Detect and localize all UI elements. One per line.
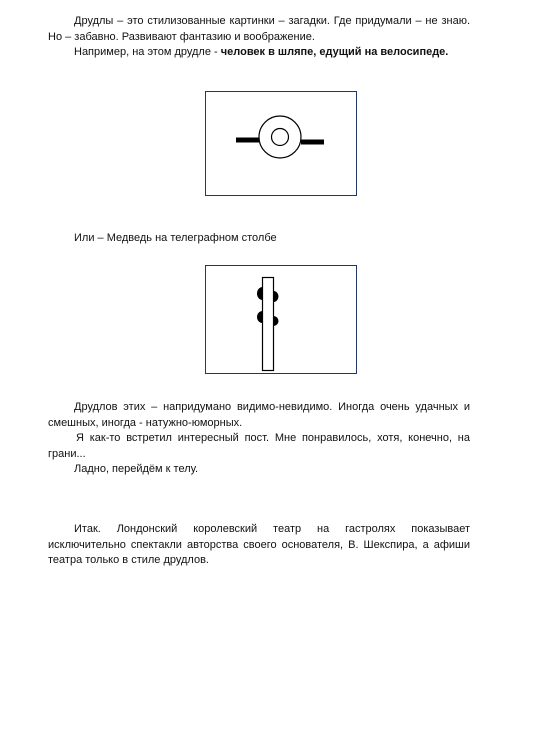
body-text-3: Ладно, перейдём к телу. xyxy=(74,463,199,475)
body-paragraph-3 xyxy=(48,462,470,478)
body-text-1: Друдлов этих – напридумано видимо-невидимо. Иногда очень удачных и смешных, иногда - натужно-юморных. xyxy=(48,401,470,429)
body-text-4: Итак. Лондонский королевский театр на гастролях показывает исключительно спектакли авторства своего основателя, В. Шекспира, а афиши театра только в стиле друдлов. xyxy=(48,523,470,566)
or-paragraph xyxy=(48,231,470,247)
intro-paragraph xyxy=(48,14,470,45)
example-answer: человек в шляпе, едущий на велосипеде. xyxy=(220,46,449,58)
or-text: Или – Медведь на телеграфном столбе xyxy=(74,232,277,244)
hat-crown-circle xyxy=(272,129,289,146)
telegraph-pole xyxy=(263,278,274,371)
body-text-2: Я как-то встретил интересный пост. Мне понравилось, хотя, конечно, на грани... xyxy=(48,432,470,460)
intro-text: Друдлы – это стилизованные картинки – загадки. Где придумали – не знаю. Но – забавно. Развивают фантазию и воображение. xyxy=(48,15,470,43)
body-paragraph-4 xyxy=(48,522,470,569)
droodle-hat-bicycle-figure xyxy=(205,91,357,196)
body-paragraph-2 xyxy=(48,431,470,462)
example-paragraph xyxy=(48,45,470,61)
droodle-bear-pole-figure xyxy=(205,265,357,374)
example-prefix: Например, на этом друдле - xyxy=(74,46,221,58)
body-paragraph-1 xyxy=(48,400,470,431)
figure-frame xyxy=(206,266,357,374)
